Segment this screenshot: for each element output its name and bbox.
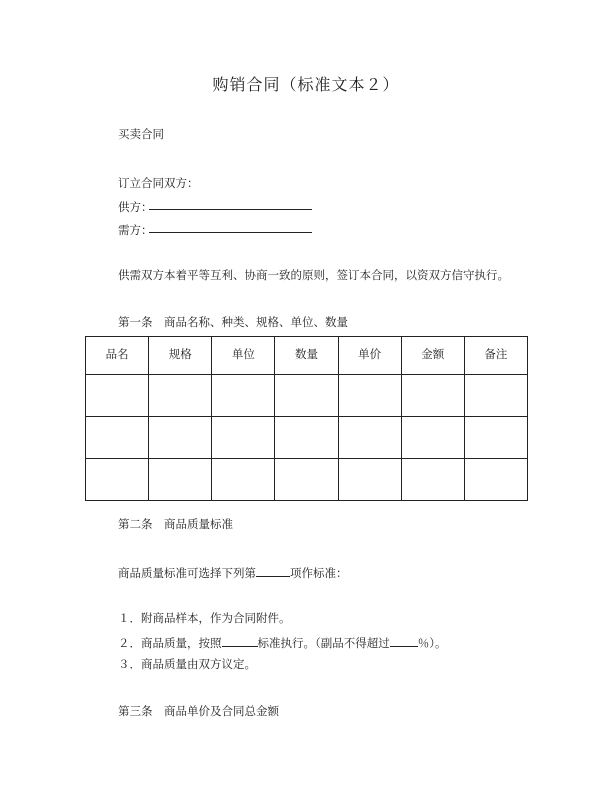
- goods-table-header: 单位: [212, 337, 275, 375]
- table-cell[interactable]: [338, 459, 401, 501]
- article-3-heading: 第三条 商品单价及合同总金额: [118, 704, 279, 718]
- goods-table-header: 备注: [464, 337, 527, 375]
- table-cell[interactable]: [464, 417, 527, 459]
- table-cell[interactable]: [275, 459, 338, 501]
- goods-table-header: 数量: [275, 337, 338, 375]
- table-cell[interactable]: [401, 375, 464, 417]
- table-row: [86, 375, 528, 417]
- table-row: [86, 417, 528, 459]
- quality-item-3: ３．商品质量由双方议定。: [118, 657, 256, 671]
- defect-percent-blank[interactable]: [390, 633, 418, 647]
- table-cell[interactable]: [401, 459, 464, 501]
- goods-table-header-row: [86, 337, 528, 375]
- contract-subtitle: 买卖合同: [118, 127, 164, 141]
- goods-table-header: 单价: [338, 337, 401, 375]
- quality-item-1: １．附商品样本，作为合同附件。: [118, 611, 291, 625]
- table-cell[interactable]: [149, 459, 212, 501]
- table-cell[interactable]: [86, 375, 149, 417]
- parties-heading: 订立合同双方：: [118, 176, 199, 190]
- preamble-text: 供需双方本着平等互利、协商一致的原则，签订本合同，以资双方信守执行。: [118, 268, 509, 282]
- table-cell[interactable]: [149, 417, 212, 459]
- article-2-heading: 第二条 商品质量标准: [118, 517, 233, 531]
- table-cell[interactable]: [338, 417, 401, 459]
- table-cell[interactable]: [464, 459, 527, 501]
- goods-table-header: 品名: [86, 337, 149, 375]
- table-row: [86, 459, 528, 501]
- quality-intro-text: 商品质量标准可选择下列第: [118, 566, 256, 580]
- buyer-label: 需方：: [118, 223, 153, 237]
- table-cell[interactable]: [86, 459, 149, 501]
- quality-standard-blank[interactable]: [222, 633, 258, 647]
- table-cell[interactable]: [338, 375, 401, 417]
- table-cell[interactable]: [401, 417, 464, 459]
- quality-intro: [118, 563, 348, 581]
- supplier-signature-line[interactable]: [149, 209, 312, 210]
- document-title: 购销合同（标准文本２）: [212, 75, 400, 94]
- table-cell[interactable]: [212, 459, 275, 501]
- table-cell[interactable]: [275, 375, 338, 417]
- quality-item-2: [118, 633, 447, 651]
- supplier-label: 供方：: [118, 200, 153, 214]
- table-cell[interactable]: [212, 375, 275, 417]
- goods-table: [85, 336, 528, 501]
- table-cell[interactable]: [464, 375, 527, 417]
- goods-table-header: 规格: [149, 337, 212, 375]
- quality-item-2-text: ２．商品质量，按照: [118, 636, 222, 650]
- standard-choice-blank[interactable]: [256, 563, 290, 577]
- table-cell[interactable]: [275, 417, 338, 459]
- table-cell[interactable]: [212, 417, 275, 459]
- article-1-heading: 第一条 商品名称、种类、规格、单位、数量: [118, 315, 348, 329]
- buyer-signature-line[interactable]: [149, 232, 312, 233]
- table-cell[interactable]: [149, 375, 212, 417]
- table-cell[interactable]: [86, 417, 149, 459]
- quality-intro-text-tail: 项作标准：: [290, 566, 348, 580]
- quality-item-2-text-mid: 标准执行。（副品不得超过: [257, 636, 390, 650]
- quality-item-2-text-tail: ％）。: [417, 636, 447, 650]
- goods-table-header: 金额: [401, 337, 464, 375]
